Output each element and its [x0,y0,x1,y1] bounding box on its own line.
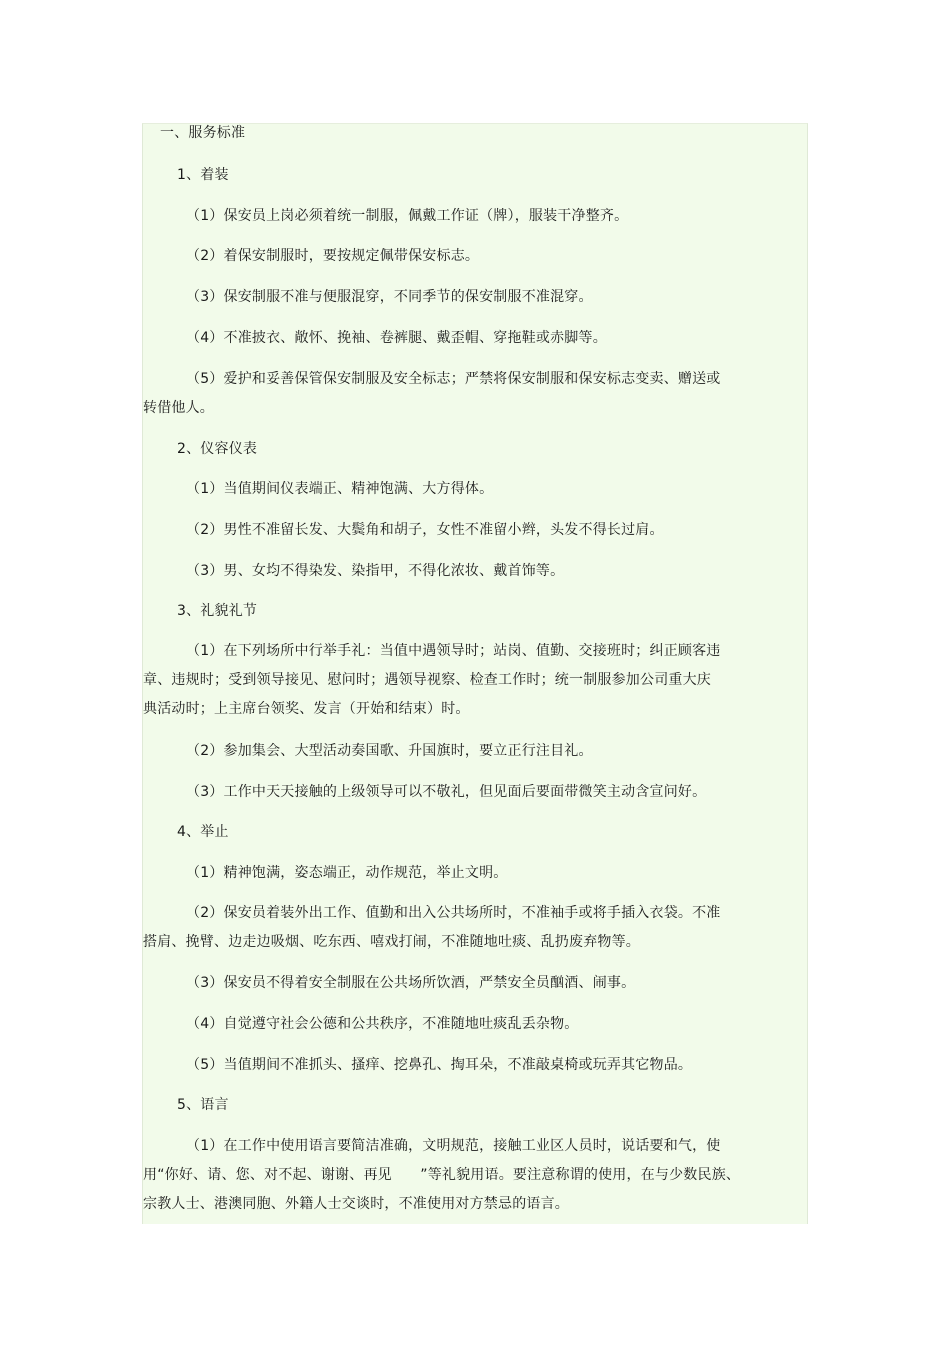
subsection-heading: 3、礼貌礼节 [177,603,258,619]
paragraph-line: （1）在下列场所中行举手礼：当值中遇领导时；站岗、值勤、交接班时；纠正顾客违 [186,643,721,659]
paragraph-line: （3）工作中天天接触的上级领导可以不敬礼，但见面后要面带微笑主动含宣问好。 [186,784,707,800]
paragraph-line: （4）不准披衣、敞怀、挽袖、卷裤腿、戴歪帽、穿拖鞋或赤脚等。 [186,330,607,346]
subsection-heading: 4、举止 [177,824,229,840]
paragraph-line: （1）当值期间仪表端正、精神饱满、大方得体。 [186,481,494,497]
paragraph-line: （1）精神饱满，姿态端正，动作规范，举止文明。 [186,865,508,881]
paragraph-line: 用“你好、请、您、对不起、谢谢、再见 ”等礼貌用语。要注意称谓的使用，在与少数民族、 [143,1167,741,1183]
paragraph-line: （2）参加集会、大型活动奏国歌、升国旗时，要立正行注目礼。 [186,743,593,759]
paragraph-line: （3）保安制服不准与便服混穿，不同季节的保安制服不准混穿。 [186,289,593,305]
paragraph-line: （2）着保安制服时，要按规定佩带保安标志。 [186,248,480,264]
paragraph-line: 宗教人士、港澳同胞、外籍人士交谈时，不准使用对方禁忌的语言。 [143,1196,569,1212]
paragraph-line: （5）爱护和妥善保管保安制服及安全标志；严禁将保安制服和保安标志变卖、赠送或 [186,371,721,387]
paragraph-line: （2）男性不准留长发、大鬓角和胡子，女性不准留小辫，头发不得长过肩。 [186,522,664,538]
paragraph-line: 典活动时；上主席台领奖、发言（开始和结束）时。 [143,701,470,717]
paragraph-line: （3）保安员不得着安全制服在公共场所饮酒，严禁安全员酗酒、闹事。 [186,975,636,991]
section-heading: 一、服务标准 [160,125,246,141]
paragraph-line: 章、违规时；受到领导接见、慰问时；遇领导视察、检查工作时；统一制服参加公司重大庆 [143,672,711,688]
paragraph-line: （1）在工作中使用语言要简洁准确，文明规范，接触工业区人员时，说话要和气，使 [186,1138,721,1154]
paragraph-line: （5）当值期间不准抓头、搔痒、挖鼻孔、掏耳朵，不准敲桌椅或玩弄其它物品。 [186,1057,693,1073]
subsection-heading: 5、语言 [177,1097,229,1113]
paragraph-line: （3）男、女均不得染发、染指甲，不得化浓妆、戴首饰等。 [186,563,565,579]
paragraph-line: 转借他人。 [143,400,214,416]
subsection-heading: 1、着装 [177,167,229,183]
paragraph-line: （1）保安员上岗必须着统一制服，佩戴工作证（牌），服装干净整齐。 [186,208,629,224]
paragraph-line: （2）保安员着装外出工作、值勤和出入公共场所时，不准袖手或将手插入衣袋。不准 [186,905,721,921]
paragraph-line: （4）自觉遵守社会公德和公共秩序，不准随地吐痰乱丢杂物。 [186,1016,579,1032]
paragraph-line: 搭肩、挽臂、边走边吸烟、吃东西、嘻戏打闹，不准随地吐痰、乱扔废弃物等。 [143,934,640,950]
subsection-heading: 2、仪容仪表 [177,441,258,457]
